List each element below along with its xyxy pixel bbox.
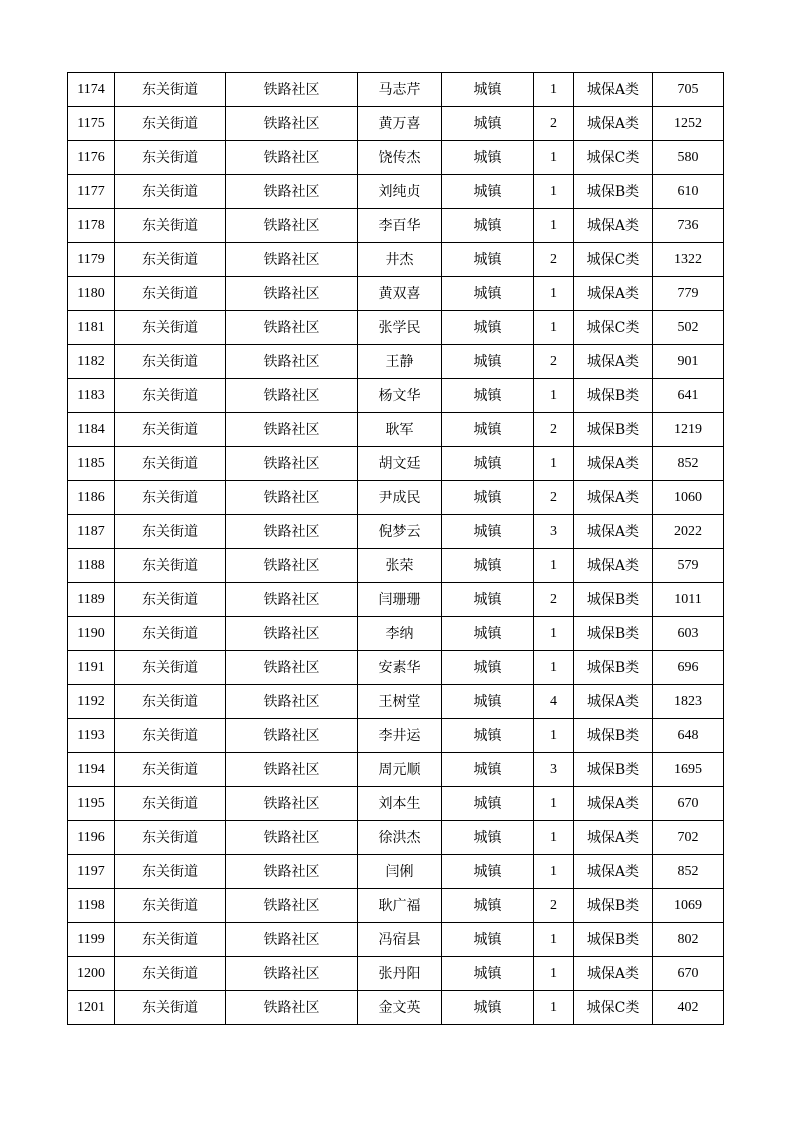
amount-cell: 579: [653, 549, 724, 583]
table-row: [68, 583, 724, 617]
community-cell: 铁路社区: [226, 481, 358, 515]
household-size-cell: 1: [534, 209, 574, 243]
street-cell: 东关街道: [115, 481, 226, 515]
name-cell: 刘本生: [358, 787, 442, 821]
serial-number-cell: 1182: [68, 345, 115, 379]
household-size-cell: 1: [534, 447, 574, 481]
amount-cell: 1695: [653, 753, 724, 787]
table-row: [68, 957, 724, 991]
name-cell: 王树堂: [358, 685, 442, 719]
serial-number-cell: 1195: [68, 787, 115, 821]
name-cell: 李纳: [358, 617, 442, 651]
household-size-cell: 1: [534, 855, 574, 889]
table-row: [68, 889, 724, 923]
serial-number-cell: 1176: [68, 141, 115, 175]
street-cell: 东关街道: [115, 685, 226, 719]
community-cell: 铁路社区: [226, 583, 358, 617]
category-cell: 城保B类: [574, 175, 653, 209]
area-cell: 城镇: [442, 889, 534, 923]
community-cell: 铁路社区: [226, 107, 358, 141]
street-cell: 东关街道: [115, 753, 226, 787]
serial-number-cell: 1189: [68, 583, 115, 617]
area-cell: 城镇: [442, 141, 534, 175]
category-cell: 城保B类: [574, 719, 653, 753]
name-cell: 马志芹: [358, 73, 442, 107]
area-cell: 城镇: [442, 243, 534, 277]
name-cell: 闫俐: [358, 855, 442, 889]
name-cell: 张学民: [358, 311, 442, 345]
area-cell: 城镇: [442, 447, 534, 481]
household-size-cell: 1: [534, 141, 574, 175]
table-row: [68, 175, 724, 209]
area-cell: 城镇: [442, 175, 534, 209]
household-size-cell: 1: [534, 719, 574, 753]
household-size-cell: 1: [534, 277, 574, 311]
amount-cell: 802: [653, 923, 724, 957]
household-size-cell: 1: [534, 311, 574, 345]
category-cell: 城保A类: [574, 345, 653, 379]
amount-cell: 852: [653, 447, 724, 481]
household-size-cell: 1: [534, 651, 574, 685]
name-cell: 尹成民: [358, 481, 442, 515]
area-cell: 城镇: [442, 787, 534, 821]
table-row: [68, 549, 724, 583]
serial-number-cell: 1192: [68, 685, 115, 719]
amount-cell: 648: [653, 719, 724, 753]
category-cell: 城保A类: [574, 855, 653, 889]
area-cell: 城镇: [442, 345, 534, 379]
community-cell: 铁路社区: [226, 957, 358, 991]
category-cell: 城保C类: [574, 311, 653, 345]
serial-number-cell: 1188: [68, 549, 115, 583]
amount-cell: 402: [653, 991, 724, 1025]
category-cell: 城保A类: [574, 447, 653, 481]
name-cell: 李井运: [358, 719, 442, 753]
table-row: [68, 447, 724, 481]
area-cell: 城镇: [442, 855, 534, 889]
amount-cell: 670: [653, 787, 724, 821]
table-row: [68, 243, 724, 277]
amount-cell: 1219: [653, 413, 724, 447]
street-cell: 东关街道: [115, 787, 226, 821]
category-cell: 城保A类: [574, 209, 653, 243]
community-cell: 铁路社区: [226, 243, 358, 277]
table-row: [68, 617, 724, 651]
street-cell: 东关街道: [115, 413, 226, 447]
category-cell: 城保B类: [574, 379, 653, 413]
name-cell: 黄万喜: [358, 107, 442, 141]
community-cell: 铁路社区: [226, 991, 358, 1025]
table-row: [68, 787, 724, 821]
street-cell: 东关街道: [115, 515, 226, 549]
area-cell: 城镇: [442, 719, 534, 753]
serial-number-cell: 1194: [68, 753, 115, 787]
table-row: [68, 311, 724, 345]
amount-cell: 901: [653, 345, 724, 379]
area-cell: 城镇: [442, 277, 534, 311]
community-cell: 铁路社区: [226, 413, 358, 447]
area-cell: 城镇: [442, 481, 534, 515]
area-cell: 城镇: [442, 311, 534, 345]
category-cell: 城保C类: [574, 243, 653, 277]
serial-number-cell: 1198: [68, 889, 115, 923]
community-cell: 铁路社区: [226, 753, 358, 787]
category-cell: 城保A类: [574, 73, 653, 107]
serial-number-cell: 1201: [68, 991, 115, 1025]
household-size-cell: 2: [534, 481, 574, 515]
street-cell: 东关街道: [115, 311, 226, 345]
community-cell: 铁路社区: [226, 175, 358, 209]
category-cell: 城保C类: [574, 991, 653, 1025]
street-cell: 东关街道: [115, 651, 226, 685]
street-cell: 东关街道: [115, 345, 226, 379]
serial-number-cell: 1179: [68, 243, 115, 277]
household-size-cell: 3: [534, 753, 574, 787]
street-cell: 东关街道: [115, 209, 226, 243]
name-cell: 李百华: [358, 209, 442, 243]
community-cell: 铁路社区: [226, 651, 358, 685]
category-cell: 城保B类: [574, 617, 653, 651]
serial-number-cell: 1184: [68, 413, 115, 447]
table-row: [68, 991, 724, 1025]
area-cell: 城镇: [442, 821, 534, 855]
serial-number-cell: 1193: [68, 719, 115, 753]
amount-cell: 852: [653, 855, 724, 889]
category-cell: 城保B类: [574, 889, 653, 923]
community-cell: 铁路社区: [226, 787, 358, 821]
serial-number-cell: 1180: [68, 277, 115, 311]
area-cell: 城镇: [442, 923, 534, 957]
name-cell: 饶传杰: [358, 141, 442, 175]
community-cell: 铁路社区: [226, 73, 358, 107]
community-cell: 铁路社区: [226, 889, 358, 923]
community-cell: 铁路社区: [226, 719, 358, 753]
street-cell: 东关街道: [115, 957, 226, 991]
street-cell: 东关街道: [115, 141, 226, 175]
community-cell: 铁路社区: [226, 685, 358, 719]
table-row: [68, 345, 724, 379]
name-cell: 黄双喜: [358, 277, 442, 311]
community-cell: 铁路社区: [226, 141, 358, 175]
table-row: [68, 719, 724, 753]
serial-number-cell: 1178: [68, 209, 115, 243]
table-row: [68, 685, 724, 719]
street-cell: 东关街道: [115, 549, 226, 583]
amount-cell: 696: [653, 651, 724, 685]
street-cell: 东关街道: [115, 889, 226, 923]
community-cell: 铁路社区: [226, 345, 358, 379]
community-cell: 铁路社区: [226, 277, 358, 311]
amount-cell: 1823: [653, 685, 724, 719]
category-cell: 城保B类: [574, 583, 653, 617]
area-cell: 城镇: [442, 685, 534, 719]
table-row: [68, 73, 724, 107]
name-cell: 倪梦云: [358, 515, 442, 549]
name-cell: 井杰: [358, 243, 442, 277]
area-cell: 城镇: [442, 107, 534, 141]
area-cell: 城镇: [442, 209, 534, 243]
name-cell: 金文英: [358, 991, 442, 1025]
amount-cell: 736: [653, 209, 724, 243]
name-cell: 张丹阳: [358, 957, 442, 991]
street-cell: 东关街道: [115, 243, 226, 277]
community-cell: 铁路社区: [226, 549, 358, 583]
community-cell: 铁路社区: [226, 447, 358, 481]
name-cell: 耿广福: [358, 889, 442, 923]
area-cell: 城镇: [442, 753, 534, 787]
amount-cell: 1011: [653, 583, 724, 617]
serial-number-cell: 1196: [68, 821, 115, 855]
area-cell: 城镇: [442, 617, 534, 651]
serial-number-cell: 1199: [68, 923, 115, 957]
area-cell: 城镇: [442, 957, 534, 991]
street-cell: 东关街道: [115, 855, 226, 889]
amount-cell: 1060: [653, 481, 724, 515]
table-row: [68, 923, 724, 957]
amount-cell: 641: [653, 379, 724, 413]
area-cell: 城镇: [442, 583, 534, 617]
serial-number-cell: 1186: [68, 481, 115, 515]
household-size-cell: 1: [534, 549, 574, 583]
household-size-cell: 1: [534, 175, 574, 209]
household-size-cell: 1: [534, 957, 574, 991]
street-cell: 东关街道: [115, 617, 226, 651]
community-cell: 铁路社区: [226, 311, 358, 345]
serial-number-cell: 1200: [68, 957, 115, 991]
amount-cell: 603: [653, 617, 724, 651]
category-cell: 城保B类: [574, 413, 653, 447]
amount-cell: 502: [653, 311, 724, 345]
amount-cell: 610: [653, 175, 724, 209]
category-cell: 城保B类: [574, 753, 653, 787]
name-cell: 周元顺: [358, 753, 442, 787]
serial-number-cell: 1191: [68, 651, 115, 685]
serial-number-cell: 1187: [68, 515, 115, 549]
table-row: [68, 413, 724, 447]
table-row: [68, 141, 724, 175]
amount-cell: 1069: [653, 889, 724, 923]
table-row: [68, 107, 724, 141]
name-cell: 刘纯贞: [358, 175, 442, 209]
table-row: [68, 481, 724, 515]
community-cell: 铁路社区: [226, 617, 358, 651]
community-cell: 铁路社区: [226, 923, 358, 957]
area-cell: 城镇: [442, 991, 534, 1025]
household-size-cell: 1: [534, 821, 574, 855]
area-cell: 城镇: [442, 413, 534, 447]
category-cell: 城保A类: [574, 515, 653, 549]
serial-number-cell: 1185: [68, 447, 115, 481]
amount-cell: 702: [653, 821, 724, 855]
amount-cell: 2022: [653, 515, 724, 549]
table-row: [68, 379, 724, 413]
household-size-cell: 1: [534, 787, 574, 821]
household-size-cell: 4: [534, 685, 574, 719]
category-cell: 城保C类: [574, 141, 653, 175]
category-cell: 城保A类: [574, 277, 653, 311]
amount-cell: 1252: [653, 107, 724, 141]
serial-number-cell: 1177: [68, 175, 115, 209]
area-cell: 城镇: [442, 549, 534, 583]
street-cell: 东关街道: [115, 277, 226, 311]
community-cell: 铁路社区: [226, 379, 358, 413]
household-size-cell: 2: [534, 107, 574, 141]
table-row: [68, 515, 724, 549]
street-cell: 东关街道: [115, 175, 226, 209]
street-cell: 东关街道: [115, 719, 226, 753]
category-cell: 城保A类: [574, 957, 653, 991]
household-size-cell: 2: [534, 413, 574, 447]
table-row: [68, 277, 724, 311]
street-cell: 东关街道: [115, 73, 226, 107]
category-cell: 城保A类: [574, 685, 653, 719]
category-cell: 城保A类: [574, 787, 653, 821]
amount-cell: 779: [653, 277, 724, 311]
street-cell: 东关街道: [115, 107, 226, 141]
community-cell: 铁路社区: [226, 515, 358, 549]
street-cell: 东关街道: [115, 379, 226, 413]
name-cell: 张荣: [358, 549, 442, 583]
household-size-cell: 2: [534, 583, 574, 617]
name-cell: 闫珊珊: [358, 583, 442, 617]
amount-cell: 1322: [653, 243, 724, 277]
serial-number-cell: 1181: [68, 311, 115, 345]
name-cell: 胡文廷: [358, 447, 442, 481]
household-size-cell: 1: [534, 379, 574, 413]
category-cell: 城保B类: [574, 651, 653, 685]
household-size-cell: 2: [534, 345, 574, 379]
street-cell: 东关街道: [115, 991, 226, 1025]
street-cell: 东关街道: [115, 447, 226, 481]
household-size-cell: 1: [534, 73, 574, 107]
category-cell: 城保B类: [574, 923, 653, 957]
table-row: [68, 651, 724, 685]
area-cell: 城镇: [442, 651, 534, 685]
serial-number-cell: 1174: [68, 73, 115, 107]
category-cell: 城保A类: [574, 821, 653, 855]
name-cell: 耿军: [358, 413, 442, 447]
roster-table: [67, 72, 724, 1025]
category-cell: 城保A类: [574, 481, 653, 515]
household-size-cell: 1: [534, 991, 574, 1025]
household-size-cell: 3: [534, 515, 574, 549]
household-size-cell: 1: [534, 923, 574, 957]
category-cell: 城保A类: [574, 107, 653, 141]
amount-cell: 705: [653, 73, 724, 107]
table-row: [68, 821, 724, 855]
community-cell: 铁路社区: [226, 855, 358, 889]
area-cell: 城镇: [442, 515, 534, 549]
table-row: [68, 209, 724, 243]
household-size-cell: 2: [534, 889, 574, 923]
street-cell: 东关街道: [115, 583, 226, 617]
category-cell: 城保A类: [574, 549, 653, 583]
amount-cell: 670: [653, 957, 724, 991]
serial-number-cell: 1190: [68, 617, 115, 651]
household-size-cell: 1: [534, 617, 574, 651]
roster-body: [68, 73, 724, 1025]
name-cell: 冯宿县: [358, 923, 442, 957]
name-cell: 徐洪杰: [358, 821, 442, 855]
serial-number-cell: 1197: [68, 855, 115, 889]
street-cell: 东关街道: [115, 821, 226, 855]
name-cell: 王静: [358, 345, 442, 379]
household-size-cell: 2: [534, 243, 574, 277]
community-cell: 铁路社区: [226, 209, 358, 243]
name-cell: 安素华: [358, 651, 442, 685]
table-row: [68, 753, 724, 787]
area-cell: 城镇: [442, 73, 534, 107]
serial-number-cell: 1175: [68, 107, 115, 141]
table-row: [68, 855, 724, 889]
name-cell: 杨文华: [358, 379, 442, 413]
serial-number-cell: 1183: [68, 379, 115, 413]
street-cell: 东关街道: [115, 923, 226, 957]
area-cell: 城镇: [442, 379, 534, 413]
amount-cell: 580: [653, 141, 724, 175]
community-cell: 铁路社区: [226, 821, 358, 855]
